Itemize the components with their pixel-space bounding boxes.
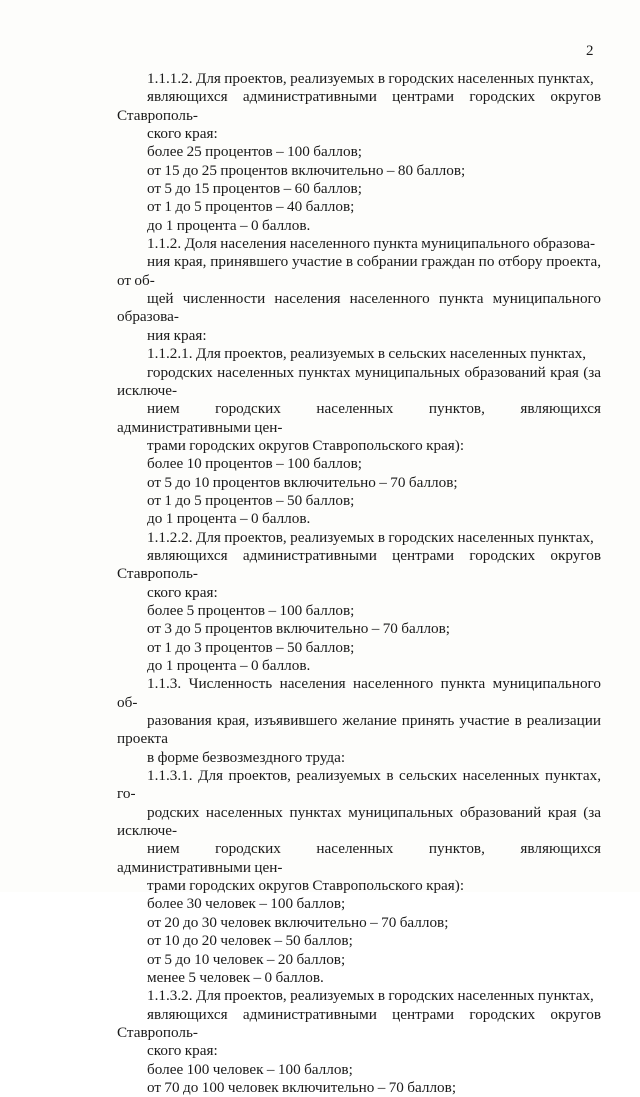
text-line: нием городских населенных пунктов, являющихся административными цен- [117, 840, 601, 876]
text-line: являющихся административными центрами городских округов Ставрополь- [117, 88, 601, 124]
text-line: ского края: [147, 583, 218, 601]
clause-1-1-3-paragraph [117, 675, 601, 767]
text-line: 1.1.1.2. Для проектов, реализуемых в городских населенных пунктах, [147, 70, 594, 87]
score-item: от 1 до 5 процентов – 50 баллов; [147, 491, 355, 509]
score-item: от 5 до 10 человек – 20 баллов; [147, 950, 346, 968]
score-item: от 1 до 5 процентов – 40 баллов; [147, 198, 355, 216]
text-line: 1.1.3.1. Для проектов, реализуемых в сельских населенных пунктах, го- [117, 767, 601, 803]
clause-1-1-1-2-paragraph [117, 70, 601, 143]
score-item: более 30 человек – 100 баллов; [147, 895, 346, 913]
score-item: более 5 процентов – 100 баллов; [147, 601, 355, 619]
score-item: от 20 до 30 человек включительно – 70 баллов; [147, 913, 449, 931]
text-line: ского края: [147, 1042, 218, 1060]
clause-1-1-2-2-paragraph [117, 529, 601, 602]
text-line: ского края: [147, 125, 218, 143]
clause-1-1-2-1-paragraph [117, 345, 601, 455]
text-line: 1.1.2.2. Для проектов, реализуемых в городских населенных пунктах, [147, 528, 594, 546]
text-line: трами городских округов Ставропольского края): [147, 877, 465, 895]
text-line: городских населенных пунктах муниципальных образований края (за исключе- [117, 363, 601, 399]
score-item: от 5 до 10 процентов включительно – 70 баллов; [147, 473, 458, 491]
score-item: от 3 до 5 процентов включительно – 70 баллов; [147, 620, 451, 638]
score-item: от 10 до 20 человек – 50 баллов; [147, 932, 353, 950]
text-line: родских населенных пунктах муниципальных образований края (за исключе- [117, 803, 601, 840]
score-item: более 100 человек – 100 баллов; [147, 1060, 353, 1078]
text-line: ния края, принявшего участие в собрании граждан по отбору проекта, от об- [117, 253, 601, 289]
document-body [117, 70, 601, 1097]
clause-1-1-3-2-paragraph [117, 987, 601, 1060]
text-line: в форме безвозмездного труда: [147, 748, 346, 766]
score-item: более 25 процентов – 100 баллов; [147, 143, 362, 161]
score-item: менее 5 человек – 0 баллов. [147, 968, 324, 986]
score-item: более 10 процентов – 100 баллов; [147, 455, 362, 473]
text-line: 1.1.3. Численность населения населенного пункта муниципального об- [117, 675, 601, 711]
text-line: являющихся административными центрами городских округов Ставрополь- [117, 546, 601, 583]
score-item: до 1 процента – 0 баллов. [147, 510, 311, 528]
clause-1-1-2-paragraph [117, 235, 601, 345]
score-item: от 15 до 25 процентов включительно – 80 баллов; [147, 161, 466, 179]
score-item: от 1 до 3 процентов – 50 баллов; [147, 638, 355, 656]
text-line: 1.1.2. Доля населения населенного пункта муниципального образова- [147, 235, 596, 253]
score-item: от 5 до 15 процентов – 60 баллов; [147, 180, 362, 198]
score-item: до 1 процента – 0 баллов. [147, 216, 311, 234]
text-line: 1.1.2.1. Для проектов, реализуемых в сельских населенных пунктах, [147, 345, 587, 363]
text-line: разования края, изъявившего желание принять участие в реализации проекта [117, 712, 601, 748]
text-line: нием городских населенных пунктов, являющихся административными цен- [117, 400, 601, 436]
score-item: до 1 процента – 0 баллов. [147, 657, 311, 674]
text-line: ния края: [147, 326, 207, 344]
text-line: являющихся административными центрами городских округов Ставрополь- [117, 1005, 601, 1041]
text-line: 1.1.3.2. Для проектов, реализуемых в городских населенных пунктах, [147, 987, 594, 1005]
score-item: от 70 до 100 человек включительно – 70 баллов; [147, 1078, 457, 1096]
page-number: 2 [586, 43, 594, 59]
text-line: трами городских округов Ставропольского края): [147, 436, 465, 454]
text-line: щей численности населения населенного пункта муниципального образова- [117, 290, 601, 326]
clause-1-1-3-1-paragraph [117, 767, 601, 895]
